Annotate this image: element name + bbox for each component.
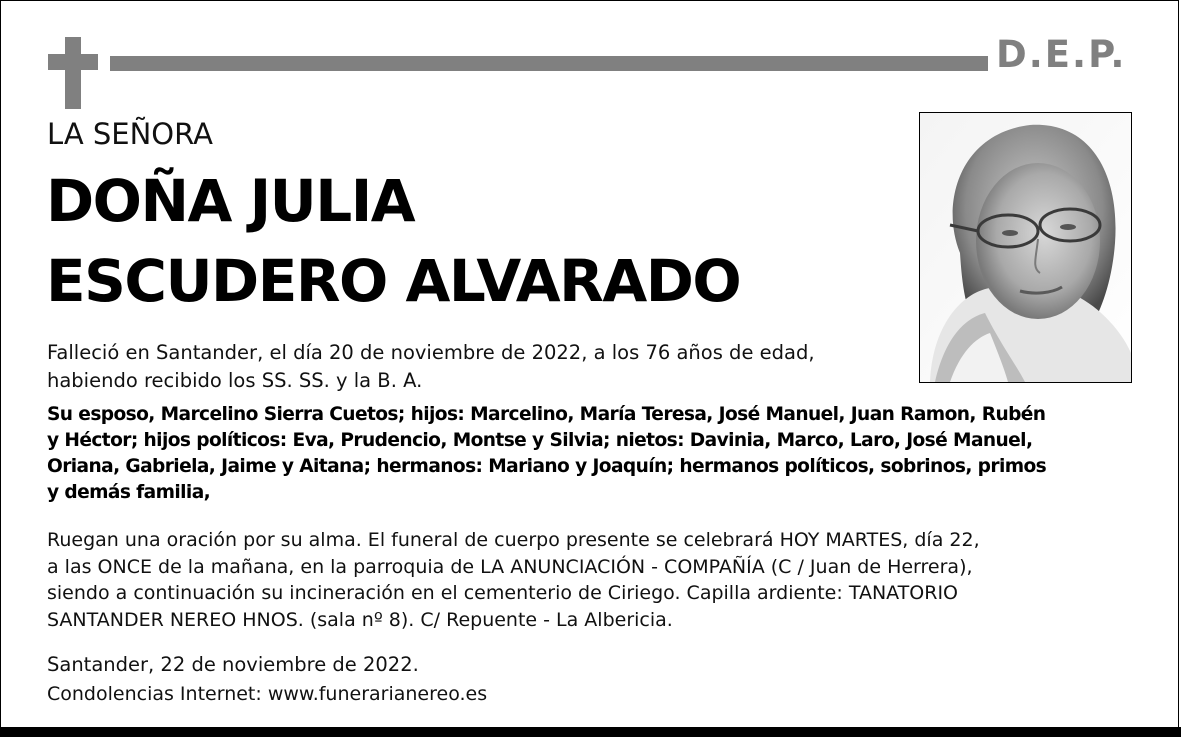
dep-label: D.E.P.: [996, 33, 1127, 76]
bottom-rule: [0, 727, 1181, 737]
deceased-name-line2: ESCUDERO ALVARADO: [46, 247, 741, 315]
cross-horizontal-bar: [48, 54, 98, 70]
honorific: LA SEÑORA: [47, 117, 213, 151]
family-line: Su esposo, Marcelino Sierra Cuetos; hijos: Marcelino, María Teresa, José Manuel, Juan Ramon, Rubén: [47, 404, 1046, 425]
family-line: y demás familia,: [47, 481, 211, 503]
family-line: Oriana, Gabriela, Jaime y Aitana; hermanos: Mariano y Joaquín; hermanos políticos, sobrinos, primos: [47, 455, 1047, 477]
family-list: [47, 402, 1077, 505]
header-rule: [110, 56, 988, 71]
death-notice-line: Falleció en Santander, el día 20 de noviembre de 2022, a los 76 años de edad,: [47, 341, 815, 364]
deceased-name-line1: DOÑA JULIA: [46, 167, 415, 235]
funeral-line: siendo a continuación su incineración en el cementerio de Ciriego. Capilla ardiente: TANATORIO: [47, 582, 958, 605]
portrait-photo: [919, 112, 1132, 383]
notice-date: Santander, 22 de noviembre de 2022.: [47, 653, 419, 676]
death-notice: [47, 339, 907, 394]
condolences-link[interactable]: Condolencias Internet: www.funerarianereo.es: [47, 683, 488, 705]
funeral-line: Ruegan una oración por su alma. El funeral de cuerpo presente se celebrará HOY MARTES, día 22,: [47, 529, 980, 551]
funeral-line: SANTANDER NEREO HNOS. (sala nº 8). C/ Repuente - La Albericia.: [47, 608, 673, 631]
portrait-image: [920, 113, 1131, 382]
cross-vertical-bar: [65, 37, 81, 109]
family-line: y Héctor; hijos políticos: Eva, Prudencio, Montse y Silvia; nietos: Davinia, Marco, Laro, José Manuel,: [47, 429, 1033, 451]
death-notice-line: habiendo recibido los SS. SS. y la B. A.: [47, 368, 423, 392]
funeral-details: [47, 527, 1077, 633]
funeral-line: a las ONCE de la mañana, en la parroquia de LA ANUNCIACIÓN - COMPAÑÍA (C / Juan de Herrera),: [47, 555, 973, 578]
